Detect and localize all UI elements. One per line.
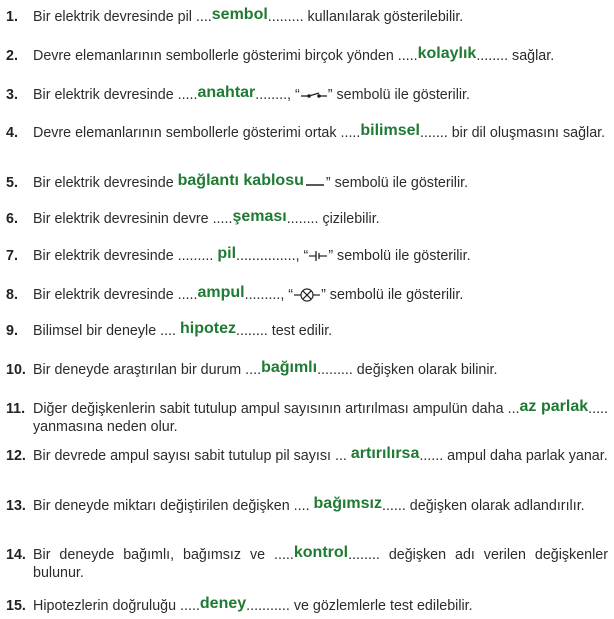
- question-text: [33, 247, 608, 265]
- answer-text: kolaylık: [417, 45, 477, 62]
- answer-text: artırılırsa: [350, 445, 420, 462]
- question-prefix: Bir deneyde araştırılan bir durum ....: [33, 362, 262, 378]
- answer-text: bilimsel: [360, 122, 420, 139]
- answer-text: şeması: [232, 208, 287, 225]
- answer-text: deney: [199, 595, 247, 612]
- answer-text: anahtar: [197, 84, 256, 101]
- question-number: 10.: [6, 362, 26, 378]
- battery-symbol-icon: [309, 250, 327, 262]
- question-text: [33, 47, 608, 65]
- question-number: 1.: [6, 9, 18, 25]
- question-suffix: ........ çizilebilir.: [286, 211, 380, 227]
- question-suffix: ..... yanmasına neden olur.: [33, 401, 608, 435]
- question-prefix: Hipotezlerin doğruluğu .....: [33, 598, 200, 614]
- question-prefix: Bir elektrik devresinde .....: [33, 87, 198, 103]
- question-number: 6.: [6, 211, 18, 227]
- answer-text: bağlantı kablosu: [177, 172, 304, 189]
- answer-text: bağımlı: [261, 359, 318, 376]
- question-number: 3.: [6, 87, 18, 103]
- question-number: 4.: [6, 125, 18, 141]
- question-number: 11.: [6, 401, 26, 417]
- answer-text: kontrol: [293, 544, 349, 561]
- question-middle: ..............., “: [236, 248, 309, 264]
- question-prefix: Devre elemanlarının sembollerle gösterimi ortak .....: [33, 125, 361, 141]
- question-prefix: Bir elektrik devresinde: [33, 175, 178, 191]
- question-suffix: ” sembolü ile gösterilir.: [321, 287, 464, 303]
- question-suffix: ” sembolü ile gösterilir.: [325, 175, 469, 191]
- question-text: [33, 210, 608, 228]
- question-suffix: ....... bir dil oluşmasını sağlar.: [419, 125, 606, 141]
- question-number: 2.: [6, 48, 18, 64]
- question-text: [33, 400, 608, 436]
- question-suffix: ........... ve gözlemlerle test edilebilir.: [246, 598, 473, 614]
- lamp-symbol-icon: [294, 288, 320, 302]
- question-suffix: ” sembolü ile gösterilir.: [328, 248, 471, 264]
- question-prefix: Bir elektrik devresinde .........: [33, 248, 218, 264]
- question-middle: ........., “: [244, 287, 294, 303]
- question-text: [33, 124, 608, 142]
- question-prefix: Bir elektrik devresinde pil ....: [33, 9, 212, 25]
- question-suffix: ......... değişken olarak bilinir.: [317, 362, 498, 378]
- question-prefix: Bir devrede ampul sayısı sabit tutulup pil sayısı ...: [33, 448, 351, 464]
- question-suffix: ........ sağlar.: [476, 48, 555, 64]
- question-text: [33, 597, 608, 615]
- question-text: [33, 286, 608, 304]
- question-number: 5.: [6, 175, 18, 191]
- question-text: [33, 174, 608, 192]
- question-number: 15.: [6, 598, 26, 614]
- question-number: 14.: [6, 547, 26, 563]
- answer-text: bağımsız: [313, 495, 382, 512]
- question-text: [33, 8, 608, 26]
- question-suffix: ...... değişken olarak adlandırılır.: [381, 498, 585, 514]
- question-text: [33, 86, 608, 104]
- wire-symbol-icon: [305, 178, 325, 188]
- answer-text: pil: [217, 245, 237, 262]
- question-text: [33, 497, 608, 515]
- question-prefix: Bir elektrik devresinde .....: [33, 287, 198, 303]
- question-middle: ........, “: [255, 87, 300, 103]
- question-suffix: ” sembolü ile gösterilir.: [327, 87, 470, 103]
- answer-text: az parlak: [519, 398, 589, 415]
- question-number: 13.: [6, 498, 26, 514]
- question-number: 12.: [6, 448, 26, 464]
- question-prefix: Bilimsel bir deneyle ....: [33, 323, 180, 339]
- question-suffix: ........ test edilir.: [236, 323, 333, 339]
- question-text: [33, 361, 608, 379]
- question-suffix: ......... kullanılarak gösterilebilir.: [267, 9, 464, 25]
- question-prefix: Bir deneyde bağımlı, bağımsız ve .....: [33, 547, 294, 563]
- question-number: 7.: [6, 248, 18, 264]
- question-prefix: Bir deneyde miktarı değiştirilen değişken ....: [33, 498, 314, 514]
- answer-text: hipotez: [180, 320, 236, 337]
- question-text: [33, 322, 608, 340]
- question-suffix: ........ değişken adı verilen değişkenler bulunur.: [33, 547, 608, 581]
- question-prefix: Bir elektrik devresinin devre .....: [33, 211, 233, 227]
- answer-text: ampul: [197, 284, 245, 301]
- question-prefix: Diğer değişkenlerin sabit tutulup ampul sayısının artırılması ampulün daha ...: [33, 401, 520, 417]
- question-number: 8.: [6, 287, 18, 303]
- question-text: [33, 546, 608, 582]
- question-prefix: Devre elemanlarının sembollerle gösterimi birçok yönden .....: [33, 48, 418, 64]
- switch-symbol-icon: [301, 90, 327, 100]
- question-number: 9.: [6, 323, 18, 339]
- answer-text: sembol: [211, 6, 268, 23]
- question-text: [33, 447, 608, 465]
- question-suffix: ...... ampul daha parlak yanar.: [419, 448, 608, 464]
